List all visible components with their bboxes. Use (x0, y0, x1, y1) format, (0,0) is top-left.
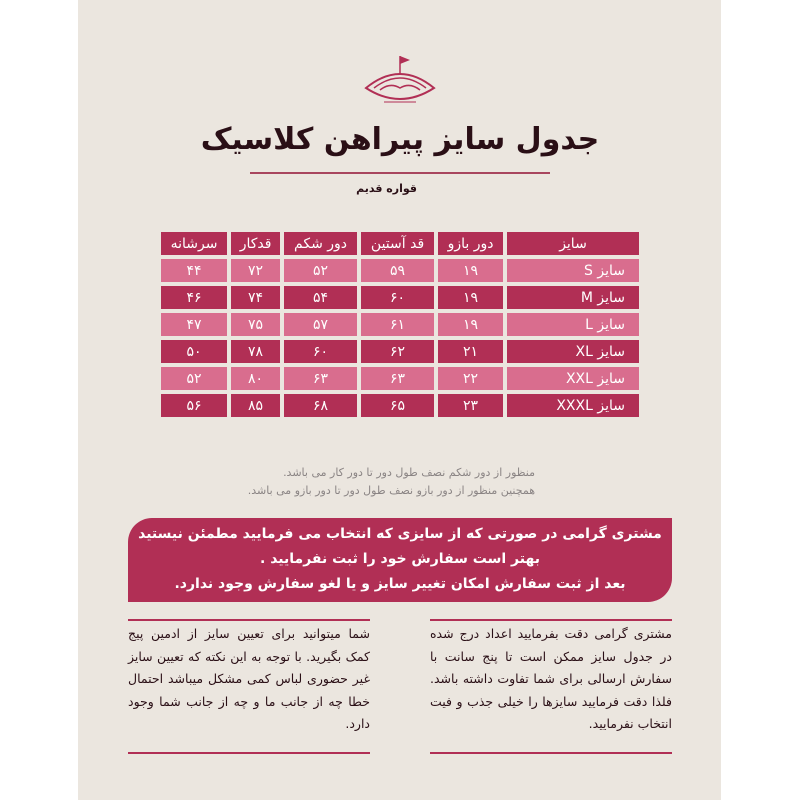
size-table (157, 228, 643, 421)
table-cell: سایز XXL (507, 367, 639, 390)
table-cell: ۱۹ (438, 259, 503, 282)
table-cell: ۵۶ (161, 394, 227, 417)
banner-line: بهتر است سفارش خود را ثبت نفرمایید . (260, 551, 540, 567)
subtitle: قواره قدیم (356, 182, 417, 195)
table-cell: ۶۸ (284, 394, 357, 417)
table-cell: ۷۸ (231, 340, 280, 363)
table-cell: ۷۲ (231, 259, 280, 282)
table-cell: سایز XL (507, 340, 639, 363)
header-length: قدکار (231, 232, 280, 255)
table-cell: ۶۳ (284, 367, 357, 390)
header-sleeve: قد آستین (361, 232, 434, 255)
note-waist: منظور از دور شکم نصف طول دور تا دور کار می باشد. (283, 466, 535, 479)
table-cell: ۵۲ (284, 259, 357, 282)
table-cell: ۶۲ (361, 340, 434, 363)
table-cell: ۴۶ (161, 286, 227, 309)
table-row (161, 367, 639, 390)
table-cell: ۵۰ (161, 340, 227, 363)
header-shoulder: سرشانه (161, 232, 227, 255)
admin-help-box: شما میتوانید برای تعیین سایز از ادمین پیج کمک بگیرید. با توجه به این نکته که تعیین سایز غیر حضوری لباس کمی مشکل میباشد احتمال خطا چه از جانب ما و چه از جانب شما وجود دارد. (128, 619, 370, 754)
table-row (161, 286, 639, 309)
table-cell: ۲۳ (438, 394, 503, 417)
table-header-row (161, 232, 639, 255)
table-cell: ۶۰ (284, 340, 357, 363)
table-row (161, 394, 639, 417)
table-row (161, 340, 639, 363)
table-cell: ۱۹ (438, 286, 503, 309)
table-cell: ۶۱ (361, 313, 434, 336)
table-cell: ۲۱ (438, 340, 503, 363)
table-cell: ۵۲ (161, 367, 227, 390)
table-cell: ۲۲ (438, 367, 503, 390)
warning-banner (128, 518, 672, 602)
page-title: جدول سایز پیراهن کلاسیک (200, 122, 600, 157)
table-cell: ۶۵ (361, 394, 434, 417)
table-cell: ۵۹ (361, 259, 434, 282)
table-cell: سایز S (507, 259, 639, 282)
table-cell: ۶۳ (361, 367, 434, 390)
note-arm: همچنین منظور از دور بازو نصف طول دور تا دور بازو می باشد. (247, 484, 535, 497)
table-row (161, 313, 639, 336)
header-arm: دور بازو (438, 232, 503, 255)
logo-emblem-icon (356, 52, 444, 112)
table-cell: سایز L (507, 313, 639, 336)
table-cell: ۴۴ (161, 259, 227, 282)
table-cell: ۵۷ (284, 313, 357, 336)
title-divider (250, 172, 550, 174)
table-cell: سایز XXXL (507, 394, 639, 417)
table-cell: ۷۴ (231, 286, 280, 309)
table-cell: ۶۰ (361, 286, 434, 309)
table-cell: ۸۵ (231, 394, 280, 417)
banner-line: مشتری گرامی در صورتی که از سایزی که انتخاب می فرمایید مطمئن نیستید (138, 526, 662, 542)
table-cell: سایز M (507, 286, 639, 309)
table-row (161, 259, 639, 282)
header-size: سایز (507, 232, 639, 255)
table-cell: ۸۰ (231, 367, 280, 390)
banner-line: بعد از ثبت سفارش امکان تغییر سایز و یا لغو سفارش وجود ندارد. (174, 576, 626, 592)
table-cell: ۷۵ (231, 313, 280, 336)
table-cell: ۵۴ (284, 286, 357, 309)
table-cell: ۴۷ (161, 313, 227, 336)
header-waist: دور شکم (284, 232, 357, 255)
accuracy-note-box: مشتری گرامی دقت بفرمایید اعداد درج شده در جدول سایز ممکن است تا پنج سانت با سفارش ارسالی برای شما تفاوت داشته باشد. فلذا دقت فرمایید سایزها را خیلی جذب و فیت انتخاب نفرمایید. (430, 619, 672, 754)
table-cell: ۱۹ (438, 313, 503, 336)
